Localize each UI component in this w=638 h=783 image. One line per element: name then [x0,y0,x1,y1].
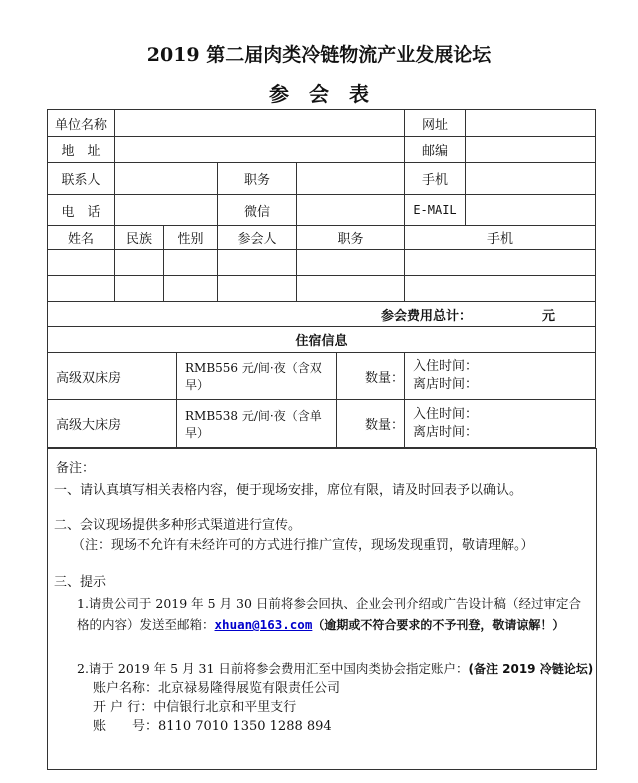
tip-1-text: 格的内容）发送至邮箱： [77,617,215,632]
account-number: 账 号：8110 7010 1350 1288 894 [93,719,332,734]
attendee-cell[interactable] [296,275,405,302]
email-field[interactable] [465,194,596,226]
note-item-1: 一、请认真填写相关表格内容，便于现场安排，席位有限，请及时回表予以确认。 [54,483,523,498]
phone-field[interactable] [114,194,218,226]
tip-2-text: 2.请于 2019 年 5 月 31 日前将参会费用汇至中国肉类协会指定账户： [77,661,469,676]
label-address: 地 址 [47,136,115,163]
notes-heading: 备注： [56,461,96,476]
wechat-field[interactable] [296,194,405,226]
header-name: 姓名 [47,225,115,250]
position-field[interactable] [296,162,405,195]
page-title: 2019 第二届肉类冷链物流产业发展论坛 [146,44,492,66]
page-subtitle: 参 会 表 [269,82,369,106]
label-phone: 电 话 [47,194,115,226]
header-mobile: 手机 [404,225,596,250]
attendee-cell[interactable] [47,249,115,276]
attendee-cell[interactable] [114,275,164,302]
note-item-2-detail: （注：现场不允许有未经许可的方式进行推广宣传，现场发现重罚，敬请理解。） [72,538,534,553]
tip-2-remark: (备注 2019 冷链论坛) [468,662,594,676]
label-contact: 联系人 [47,162,115,195]
fee-total-unit: 元 [541,308,555,324]
room-price: RMB556 元/间·夜（含双早） [176,352,337,400]
email-link[interactable]: xhuan@163.com [214,617,313,632]
room-dates[interactable] [404,352,596,400]
attendee-cell[interactable] [296,249,405,276]
tip-2 [77,659,593,679]
tip-1-warning: （逾期或不符合要求的不予刊登，敬请谅解！） [312,618,565,632]
website-field[interactable] [465,109,596,137]
attendee-cell[interactable] [404,249,596,276]
unit-name-field[interactable] [114,109,405,137]
header-ethnicity: 民族 [114,225,164,250]
room-price: RMB538 元/间·夜（含单早） [176,399,337,448]
room-quantity[interactable]: 数量： [336,352,405,400]
fee-total-row [47,301,596,327]
room-quantity[interactable]: 数量： [336,399,405,448]
attendee-cell[interactable] [404,275,596,302]
bank-name: 开 户 行：中信银行北京和平里支行 [93,700,297,715]
tip-1-line-1: 1.请贵公司于 2019 年 5 月 30 日前将参会回执、企业会刊介绍或广告设计稿（经过审定合 [77,596,581,611]
room-type: 高级大床房 [47,399,177,448]
checkin-label: 入住时间： [413,359,479,374]
attendee-cell[interactable] [47,275,115,302]
label-mobile: 手机 [404,162,466,195]
header-gender: 性别 [163,225,218,250]
postcode-field[interactable] [465,136,596,163]
checkin-label: 入住时间： [413,406,479,422]
label-email: E-MAIL [404,194,466,226]
header-position: 职务 [296,225,405,250]
notes-section [47,448,597,770]
checkout-label: 离店时间： [413,377,479,392]
fee-total-label: 参会费用总计： [380,308,472,324]
room-type: 高级双床房 [47,352,177,400]
label-position: 职务 [217,162,297,195]
tip-1-line-2 [77,615,564,635]
attendee-cell[interactable] [163,275,218,302]
contact-field[interactable] [114,162,218,195]
note-item-3: 三、提示 [54,575,107,590]
mobile-field[interactable] [465,162,596,195]
attendee-cell[interactable] [114,249,164,276]
room-dates[interactable] [404,399,596,448]
label-wechat: 微信 [217,194,297,226]
account-name: 账户名称：北京禄易隆得展览有限责任公司 [93,681,341,696]
attendee-cell[interactable] [217,249,297,276]
note-item-2: 二、会议现场提供多种形式渠道进行宣传。 [54,518,302,533]
header-attendee: 参会人 [217,225,297,250]
attendee-cell[interactable] [217,275,297,302]
label-unit-name: 单位名称 [47,109,115,137]
label-website: 网址 [404,109,466,137]
label-postcode: 邮编 [404,136,466,163]
lodging-title: 住宿信息 [47,326,596,353]
address-field[interactable] [114,136,405,163]
checkout-label: 离店时间： [413,424,479,440]
attendee-cell[interactable] [163,249,218,276]
